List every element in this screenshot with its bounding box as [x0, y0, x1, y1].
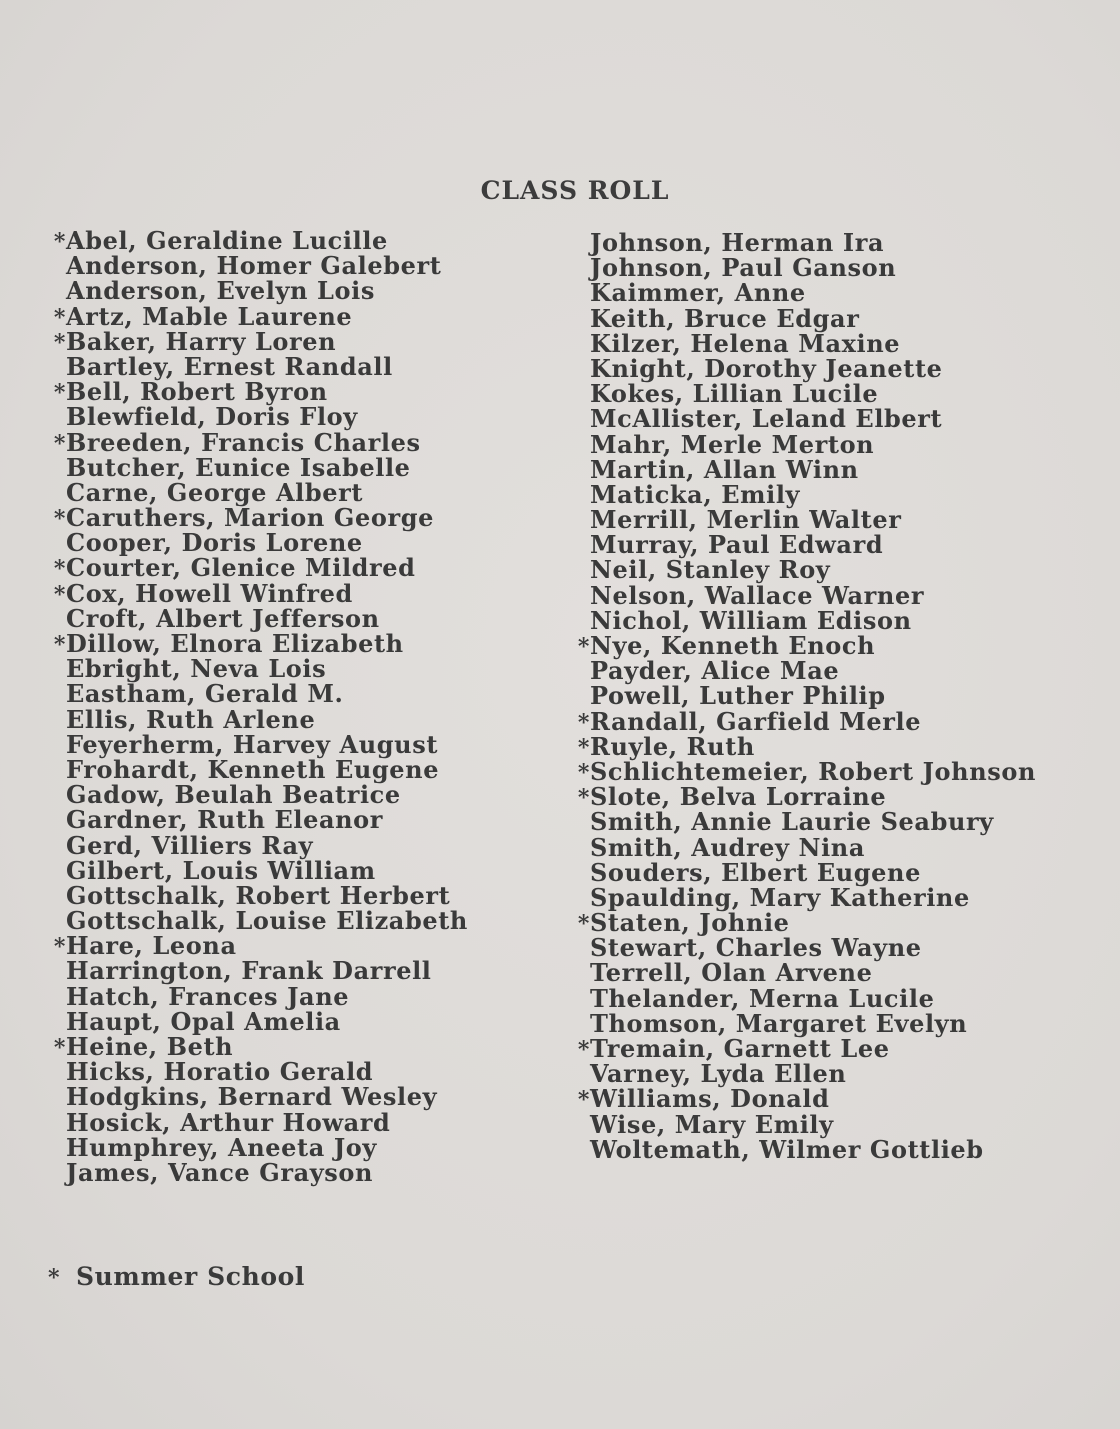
roster-entry: [50, 251, 560, 281]
roster-entry: [50, 402, 560, 432]
student-name: Heine, Beth: [66, 1032, 234, 1061]
summer-school-marker: *: [53, 506, 66, 533]
summer-school-marker: *: [577, 911, 590, 938]
roster-entry: [574, 328, 1114, 358]
student-name: Hosick, Arthur Howard: [66, 1107, 391, 1137]
roster-entry: [50, 704, 560, 734]
roster-entry: [50, 729, 560, 759]
roster-entry: [50, 931, 560, 961]
roster-entry: [50, 603, 560, 633]
student-name: Johnson, Herman Ira: [590, 228, 885, 257]
roster-entry: [574, 908, 1114, 938]
student-name: Payder, Alice Mae: [590, 656, 840, 686]
student-name: Butcher, Eunice Isabelle: [66, 452, 411, 482]
student-name: Dillow, Elnora Elizabeth: [66, 629, 404, 658]
roster-entry: [574, 756, 1114, 786]
student-name: Mahr, Merle Merton: [590, 429, 875, 459]
student-name: Thomson, Margaret Evelyn: [590, 1008, 968, 1038]
roster-entry: [574, 303, 1114, 333]
student-name: Harrington, Frank Darrell: [66, 956, 432, 986]
student-name: Frohardt, Kenneth Eugene: [66, 754, 440, 784]
roster-entry: [574, 731, 1114, 761]
roster-entry: [50, 830, 560, 860]
student-name: James, Vance Grayson: [66, 1157, 374, 1187]
student-name: Powell, Luther Philip: [590, 681, 886, 711]
student-name: Nelson, Wallace Warner: [590, 580, 925, 610]
footnote: [48, 1262, 305, 1291]
student-name: Martin, Allan Winn: [590, 454, 859, 484]
student-name: Humphrey, Aneeta Joy: [66, 1132, 377, 1162]
summer-school-marker: *: [53, 329, 66, 356]
roster-entry: [574, 1008, 1114, 1038]
student-name: Slote, Belva Lorraine: [590, 782, 887, 812]
roster-entry: [50, 654, 560, 684]
roster-entry: [50, 754, 560, 784]
student-name: Hicks, Horatio Gerald: [66, 1057, 374, 1087]
roster-entry: [574, 353, 1114, 383]
student-name: Kaimmer, Anne: [590, 278, 806, 308]
roster-entry: [574, 958, 1114, 988]
student-name: Ebright, Neva Lois: [66, 654, 327, 684]
student-name: Eastham, Gerald M.: [66, 679, 344, 709]
roster-entry: [574, 1036, 1114, 1061]
student-name: Feyerherm, Harvey August: [66, 729, 439, 759]
footnote-marker: *: [48, 1265, 61, 1291]
student-name: Terrell, Olan Arvene: [590, 958, 873, 988]
roster-entry: [574, 1084, 1114, 1114]
student-name: Wise, Mary Emily: [590, 1109, 834, 1139]
roster-entry: [574, 253, 1114, 283]
roster-entry: [50, 1006, 560, 1036]
roster-entry: [574, 1059, 1114, 1089]
roster-entry: [50, 553, 560, 583]
roster-entry: [50, 503, 560, 533]
roster-entry: [574, 1134, 1114, 1164]
student-name: Thelander, Merna Lucile: [590, 983, 935, 1013]
student-name: Gardner, Ruth Eleanor: [66, 805, 384, 835]
student-name: Randall, Garfield Merle: [590, 706, 922, 736]
roster-entry: [50, 855, 560, 885]
roster-entry: [50, 631, 560, 656]
roster-entry: [50, 1057, 560, 1087]
roster-entry: [50, 276, 560, 306]
summer-school-marker: *: [577, 785, 590, 812]
roster-entry: [50, 377, 560, 407]
student-name: Smith, Annie Laurie Seabury: [590, 807, 994, 837]
student-name: Kilzer, Helena Maxine: [590, 328, 901, 358]
roster-entry: [574, 429, 1114, 459]
roster-entry: [574, 706, 1114, 736]
student-name: Courter, Glenice Mildred: [66, 553, 416, 583]
roster-entry: [574, 379, 1114, 409]
roster-entry: [574, 404, 1114, 434]
summer-school-marker: *: [53, 632, 66, 658]
student-name: Staten, Johnie: [590, 908, 790, 938]
roster-entry: [574, 807, 1114, 837]
student-name: Croft, Albert Jefferson: [66, 603, 380, 633]
roster-entry: [574, 933, 1114, 963]
student-name: Breeden, Francis Charles: [66, 427, 421, 457]
roster-entry: [50, 351, 560, 381]
roster-entry: [50, 780, 560, 810]
student-name: Cox, Howell Winfred: [66, 578, 353, 608]
summer-school-marker: *: [53, 304, 66, 331]
student-name: Blewfield, Doris Floy: [66, 402, 358, 432]
summer-school-marker: *: [577, 1087, 590, 1114]
roster-entry: [574, 580, 1114, 610]
roster-entry: [574, 782, 1114, 812]
roster-entry: [50, 679, 560, 709]
footnote-text: Summer School: [76, 1262, 306, 1291]
student-name: Carne, George Albert: [66, 477, 364, 507]
roster-entry: [574, 633, 1114, 658]
student-name: Hare, Leona: [66, 931, 237, 961]
student-name: Williams, Donald: [590, 1084, 830, 1114]
roster-entry: [574, 530, 1114, 560]
student-name: Gottschalk, Robert Herbert: [66, 880, 451, 910]
student-name: Hatch, Frances Jane: [66, 981, 350, 1011]
roster-entry: [574, 1109, 1114, 1139]
roster-entry: [50, 1082, 560, 1112]
roster-entry: [50, 228, 560, 253]
student-name: Spaulding, Mary Katherine: [590, 882, 970, 912]
summer-school-marker: *: [577, 759, 590, 786]
summer-school-marker: *: [53, 556, 66, 583]
student-name: Varney, Lyda Ellen: [590, 1059, 847, 1089]
roster-entry: [574, 454, 1114, 484]
student-name: Nye, Kenneth Enoch: [590, 631, 876, 660]
roster-entry: [50, 906, 560, 936]
roster-entry: [50, 1107, 560, 1137]
summer-school-marker: *: [577, 709, 590, 736]
student-name: Maticka, Emily: [590, 479, 801, 509]
page-title: CLASS ROLL: [480, 176, 670, 205]
student-name: Gadow, Beulah Beatrice: [66, 780, 401, 810]
summer-school-marker: *: [53, 229, 66, 255]
student-name: Schlichtemeier, Robert Johnson: [590, 756, 1037, 786]
student-name: Hodgkins, Bernard Wesley: [66, 1082, 438, 1112]
student-name: Anderson, Homer Galebert: [66, 251, 442, 281]
name-column-right: [574, 230, 1114, 1162]
summer-school-marker: *: [577, 1037, 590, 1063]
roster-entry: [574, 681, 1114, 711]
student-name: Keith, Bruce Edgar: [590, 303, 860, 333]
summer-school-marker: *: [577, 734, 590, 761]
roster-entry: [50, 1157, 560, 1187]
student-name: Artz, Mable Laurene: [66, 301, 353, 331]
student-name: Ellis, Ruth Arlene: [66, 704, 316, 734]
student-name: Abel, Geraldine Lucille: [66, 226, 388, 255]
roster-entry: [50, 956, 560, 986]
roster-entry: [574, 555, 1114, 585]
student-name: Bell, Robert Byron: [66, 377, 328, 407]
student-name: Johnson, Paul Ganson: [590, 253, 897, 283]
roster-entry: [50, 1132, 560, 1162]
roster-entry: [50, 301, 560, 331]
student-name: Neil, Stanley Roy: [590, 555, 831, 585]
student-name: Baker, Harry Loren: [66, 326, 337, 356]
student-name: Ruyle, Ruth: [590, 731, 755, 761]
roster-entry: [574, 605, 1114, 635]
summer-school-marker: *: [577, 634, 590, 660]
roster-entry: [574, 832, 1114, 862]
roster-entry: [574, 479, 1114, 509]
roster-entry: [50, 452, 560, 482]
student-name: Caruthers, Marion George: [66, 503, 434, 533]
roster-entry: [50, 326, 560, 356]
student-name: Gilbert, Louis William: [66, 855, 376, 885]
student-name: Gerd, Villiers Ray: [66, 830, 314, 860]
student-name: Smith, Audrey Nina: [590, 832, 866, 862]
roster-entry: [50, 805, 560, 835]
roster-entry: [574, 230, 1114, 255]
student-name: Tremain, Garnett Lee: [590, 1034, 890, 1063]
roster-entry: [50, 578, 560, 608]
roster-entry: [50, 477, 560, 507]
roster-entry: [574, 882, 1114, 912]
roster-entry: [574, 505, 1114, 535]
student-name: Woltemath, Wilmer Gottlieb: [590, 1134, 984, 1164]
roster-entry: [50, 427, 560, 457]
name-column-left: [50, 228, 560, 1185]
student-name: Stewart, Charles Wayne: [590, 933, 922, 963]
summer-school-marker: *: [53, 934, 66, 961]
student-name: Souders, Elbert Eugene: [590, 857, 921, 887]
student-name: Nichol, William Edison: [590, 605, 912, 635]
student-name: Knight, Dorothy Jeanette: [590, 353, 943, 383]
student-name: Bartley, Ernest Randall: [66, 351, 393, 381]
student-name: Anderson, Evelyn Lois: [66, 276, 375, 306]
roster-entry: [50, 1034, 560, 1059]
student-name: McAllister, Leland Elbert: [590, 404, 943, 434]
summer-school-marker: *: [53, 1035, 66, 1061]
student-name: Murray, Paul Edward: [590, 530, 884, 560]
student-name: Merrill, Merlin Walter: [590, 505, 902, 535]
roster-entry: [50, 528, 560, 558]
summer-school-marker: *: [53, 430, 66, 457]
student-name: Haupt, Opal Amelia: [66, 1006, 341, 1036]
student-name: Cooper, Doris Lorene: [66, 528, 363, 558]
roster-entry: [574, 983, 1114, 1013]
roster-entry: [50, 880, 560, 910]
roster-entry: [50, 981, 560, 1011]
roster-entry: [574, 278, 1114, 308]
summer-school-marker: *: [53, 581, 66, 608]
roster-entry: [574, 656, 1114, 686]
roster-entry: [574, 857, 1114, 887]
summer-school-marker: *: [53, 380, 66, 407]
student-name: Kokes, Lillian Lucile: [590, 379, 879, 409]
student-name: Gottschalk, Louise Elizabeth: [66, 906, 468, 936]
